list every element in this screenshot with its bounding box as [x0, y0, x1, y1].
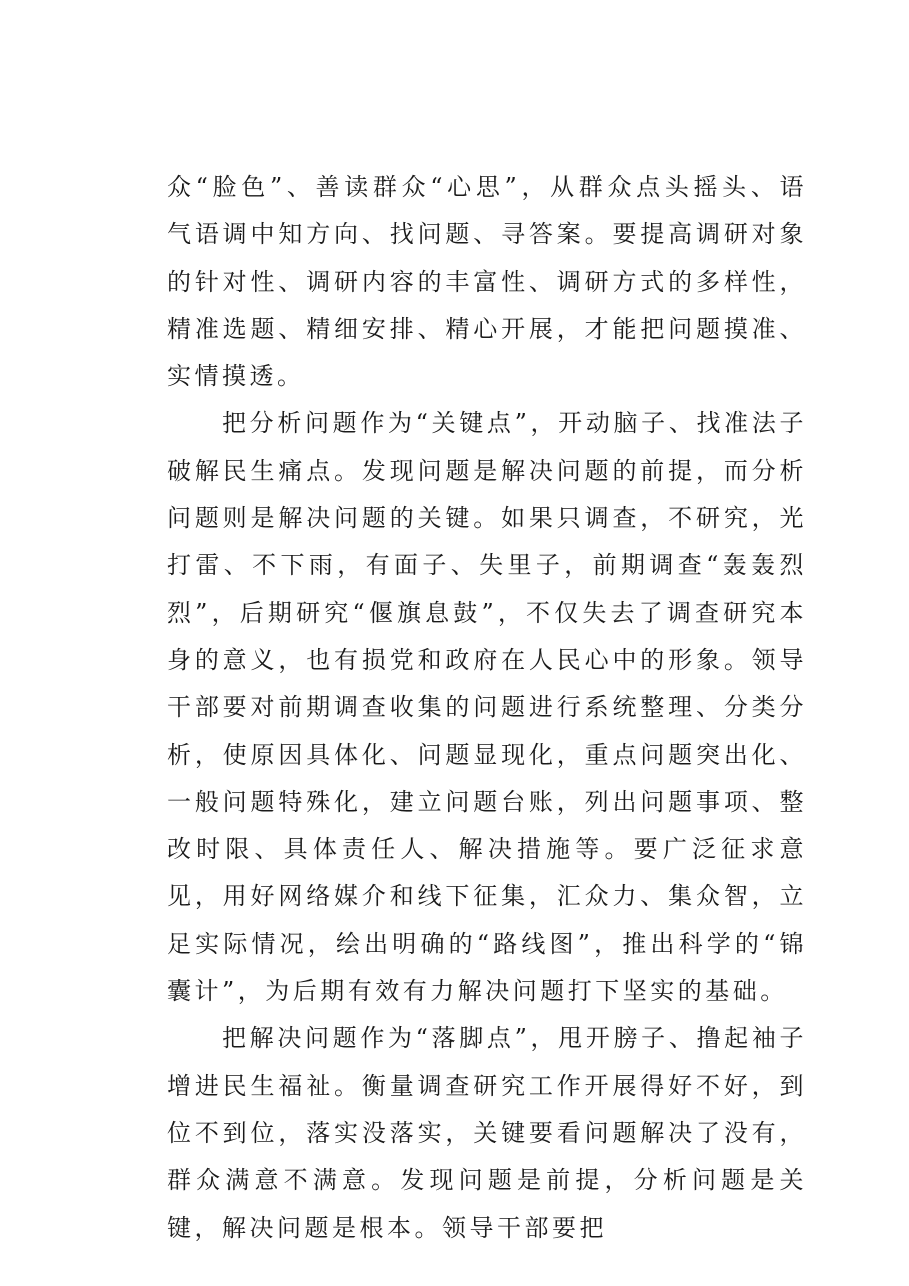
- paragraph-solve-problems: 把解决问题作为“落脚点”，甩开膀子、撸起袖子增进民生福祉。衡量调查研究工作开展得好不好，到位不到位，落实没落实，关键要看问题解决了没有，群众满意不满意。发现问题是前提，分析问题是关键，解决问题是根本。领导干部要把: [167, 1024, 807, 1242]
- paragraph-analyze-problems: 把分析问题作为“关键点”，开动脑子、找准法子破解民生痛点。发现问题是解决问题的前提，而分析问题则是解决问题的关键。如果只调查，不研究，光打雷、不下雨，有面子、失里子，前期调查“轰轰烈烈”，后期研究“偃旗息鼓”，不仅失去了调查研究本身的意义，也有损党和政府在人民心中的形象。领导干部要对前期调查收集的问题进行系统整理、分类分析，使原因具体化、问题显现化，重点问题突出化、一般问题特殊化，建立问题台账，列出问题事项、整改时限、具体责任人、解决措施等。要广泛征求意见，用好网络媒介和线下征集，汇众力、集众智，立足实际情况，绘出明确的“路线图”，推出科学的“锦囊计”，为后期有效有力解决问题打下坚实的基础。: [167, 409, 807, 1006]
- paragraph-continuation: 众“脸色”、善读群众“心思”，从群众点头摇头、语气语调中知方向、找问题、寻答案。要提高调研对象的针对性、调研内容的丰富性、调研方式的多样性，精准选题、精细安排、精心开展，才能把问题摸准、实情摸透。: [167, 173, 807, 391]
- document-body: [167, 164, 807, 1252]
